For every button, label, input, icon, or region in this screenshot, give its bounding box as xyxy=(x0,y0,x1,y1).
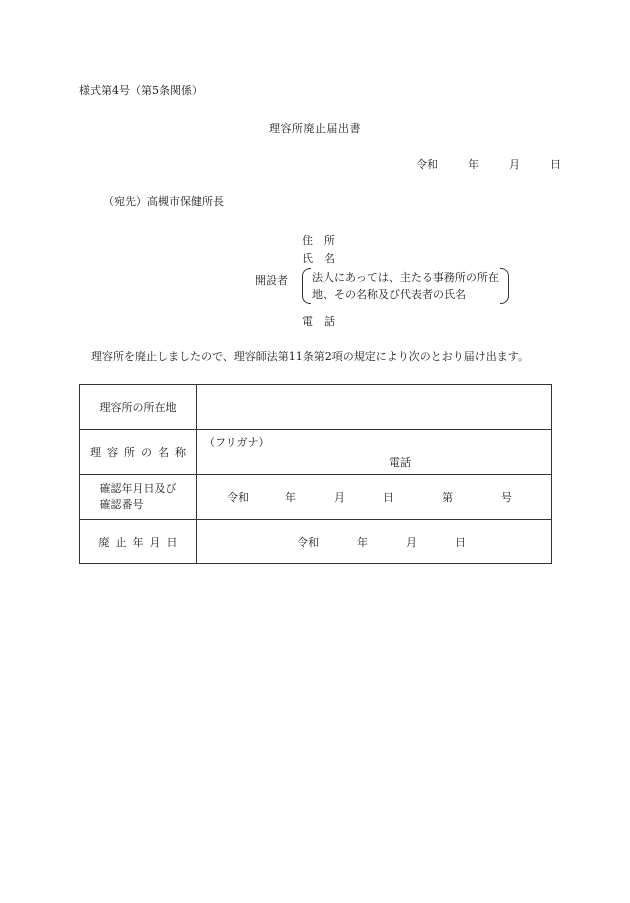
confirm-month: 月 xyxy=(334,491,345,504)
confirm-era: 令和 xyxy=(227,491,249,504)
abolition-date-label xyxy=(80,520,197,564)
right-bracket xyxy=(500,268,509,304)
table-row xyxy=(80,520,552,564)
confirm-number-prefix: 第 xyxy=(442,491,453,504)
confirmation-label-line2: 確認番号 xyxy=(99,498,144,511)
table-row xyxy=(80,475,552,520)
shop-name-label xyxy=(80,430,197,475)
submission-date xyxy=(416,156,561,172)
table-row xyxy=(80,430,552,475)
confirmation-label-line1: 確認年月日及び xyxy=(99,482,177,495)
table-row xyxy=(80,385,552,430)
phone-label: 電 話 xyxy=(302,315,335,328)
abolition-day: 日 xyxy=(455,535,466,549)
date-month: 月 xyxy=(509,158,520,171)
confirm-number-suffix: 号 xyxy=(501,491,512,504)
abolition-era: 令和 xyxy=(297,535,319,549)
address-label: 住 所 xyxy=(302,234,335,247)
statement-text: 理容所を廃止しましたので、理容師法第11条第2項の規定により次のとおり届け出ます。 xyxy=(91,350,529,363)
abolition-month: 月 xyxy=(406,535,417,549)
corporation-note xyxy=(302,268,509,304)
addressee: （宛先）高槻市保健所長 xyxy=(103,195,224,208)
date-year: 年 xyxy=(468,158,479,171)
confirmation-field[interactable] xyxy=(197,475,552,520)
opener-label: 開設者 xyxy=(255,274,288,287)
date-era: 令和 xyxy=(416,158,438,171)
location-field[interactable] xyxy=(197,385,552,430)
confirm-day: 日 xyxy=(383,491,394,504)
corp-note-line2: 地、その名称及び代表者の氏名 xyxy=(312,288,466,301)
abolition-year: 年 xyxy=(357,535,368,549)
location-label: 理容所の所在地 xyxy=(80,385,197,430)
abolition-date-label-text: 廃 止 年 月 日 xyxy=(98,535,178,549)
details-table xyxy=(79,384,552,564)
document-title: 理容所廃止届出書 xyxy=(269,122,361,135)
confirm-year: 年 xyxy=(285,491,296,504)
furigana-label: （フリガナ） xyxy=(204,436,270,449)
shop-phone-label: 電話 xyxy=(389,456,411,469)
shop-name-field[interactable] xyxy=(197,430,552,475)
left-bracket xyxy=(302,268,311,304)
name-label: 氏 名 xyxy=(302,252,335,265)
date-day: 日 xyxy=(550,158,561,171)
corp-note-line1: 法人にあっては、主たる事務所の所在 xyxy=(312,271,499,284)
abolition-date-field[interactable] xyxy=(197,520,552,564)
shop-name-label-text: 理 容 所 の 名 称 xyxy=(90,446,186,459)
confirmation-label xyxy=(80,475,197,520)
form-number: 様式第4号（第5条関係） xyxy=(79,84,203,97)
